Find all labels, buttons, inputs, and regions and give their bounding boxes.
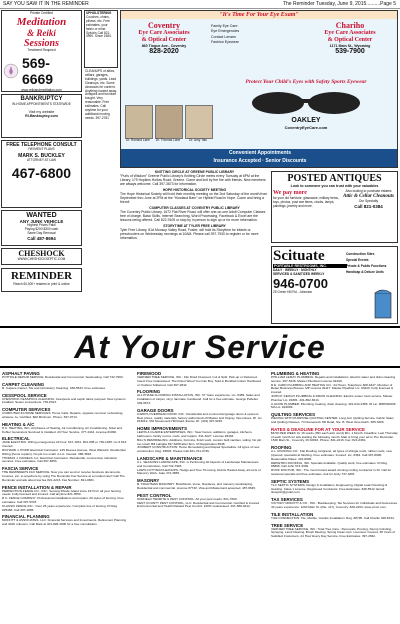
entry: RICHARD J. POZZI Electrical Contractor: 125 Reeves Avenue, West Warwick. Residential Wiring (home repairs). No job too small. A-Lic. Insured. 368-3693. bbox=[2, 447, 126, 456]
category-title: HEATING & A/C bbox=[2, 421, 35, 427]
notice-title: KNITTING CIRCLE AT GREENE PUBLIC LIBRARY bbox=[154, 170, 235, 174]
consult-ad bbox=[1, 140, 82, 208]
consult-role: ATTORNEY AT LAW bbox=[26, 157, 57, 162]
upholstering-title: UPHOLSTERING bbox=[86, 11, 112, 15]
eyecare-left-name3: & Optical Center bbox=[141, 37, 187, 43]
category-block bbox=[137, 478, 264, 491]
entry: R. Capece Carpet, Tile and Upholstery Cleaning. 338-5533. Free estimates. bbox=[2, 385, 106, 390]
reminder-caption: Reach 60,000+ readers in print & online bbox=[13, 282, 70, 286]
category-title: QUILTING SERVICES bbox=[271, 412, 315, 418]
doctor-name: Dr. Amy Talk bbox=[189, 138, 207, 143]
wanted-ad bbox=[1, 210, 82, 246]
category-block bbox=[271, 512, 398, 521]
category-title: COMPUTER SERVICES bbox=[2, 407, 51, 413]
scituate-line: DAILY · WEEKLY · MONTHLY bbox=[273, 268, 317, 273]
upholstering-ad bbox=[84, 10, 118, 68]
entry: PERFECTION FENCE CO., INC.: Serving Rhode Island since 1973 for all your fencing needs. Fully licensed and insured. Call anytime 821-3550. bbox=[2, 488, 121, 497]
reminder-ad bbox=[1, 268, 82, 292]
category-title: TAX SERVICES bbox=[271, 497, 303, 503]
entry: R.E. CARD PLUMBING AND HEATING CO.: 24 Hours. Telephone 828-6427. Member of Better Business Bureau. MP License #1117. Master Pipefitter Lic. #3420. Fully licensed & insured. bbox=[271, 382, 394, 395]
entry: VERNIER TREE SERVICE, INC.: Total Tree Care - Removals, Pruning, Stump Grinding, Spraying, Land Clearing, Brush Mowing. Spring Clean-Ups. Licensed. Insured. 38 Years of Satisfied Customers. 24 Hour Every Day Service. Free Estimates. 397-2842. bbox=[271, 526, 395, 539]
antiques-ad bbox=[271, 171, 398, 243]
bankruptcy-ad bbox=[1, 94, 82, 138]
category-title: MASONRY bbox=[137, 478, 160, 484]
consult-title: FREE TELEPHONE CONSULT bbox=[6, 142, 77, 148]
entry: A.L. SEASONS LANDSCAPE, INC. is Performing All Aspects of Landscape Maintenance and Construction. Call 732-7993. bbox=[137, 459, 259, 468]
eyecare-footer2: Insurance Accepted · Senior Discounts bbox=[213, 158, 307, 164]
upholstering-text: Couches, chairs, pillows, etc. Free estimates, your fabric or mine. Sylvia's Call 821-4990. Since 1984. bbox=[86, 14, 112, 39]
category-block bbox=[2, 436, 129, 464]
cheshock-ad bbox=[1, 248, 82, 265]
entry: CARR'S OVERHEAD DOOR, INC.: Residential and commercial garage doors & openers. Best prices, quality materials, factory authorized Lift Master and Clopay. Open Eves. RI. Lic. #13012. 332 Nooseneck Hill Road, Exeter, RI. (401) 397-9015. bbox=[137, 411, 263, 424]
entry: DEPIETRO ROOFING, INC. Specials Available. Quality work, free estimates. RI Reg. #5899. Call John 573-3336. bbox=[271, 460, 388, 469]
notice-storytime bbox=[120, 224, 269, 240]
notice-text: "Purls of Wisdom" Greene Public Library's Knitting Circle meets every Tuesday at 6PM at the Library, 179 Hopkins Hollow Road, Greene. Come and knit by the fire with friends. New members are always welcome. Call 397-3873 for information. bbox=[120, 174, 266, 186]
category-block bbox=[2, 382, 129, 391]
category-block bbox=[2, 407, 129, 420]
entry: TLC SEPTIC SYSTEMS: Design & Installation. Engineering, Digital Leak Checking & Grading. Class 1 License. Registered Contractor. Free Estimates. 828-5512. Email: tlcseptic@gmail.com. bbox=[271, 482, 388, 495]
bankruptcy-title: BANKRUPTCY bbox=[20, 96, 63, 102]
doctor-photo bbox=[185, 105, 211, 143]
entry: JOUBERT CONSTRUCTION: Home Remodeling and Repair Specialists. All types of new construction. Reg. #3803. Please Call 401-741-0746. bbox=[137, 445, 260, 454]
category-block bbox=[137, 408, 264, 424]
wanted-line1: Highest Prices Paid! bbox=[27, 223, 56, 227]
entry: ROOF DOCTOR, INC.: The most trusted award winning roofing contractor in RI. Call for seasonal specials and free estimates. Ask for Andy 737-1881. bbox=[271, 468, 392, 476]
eyecare-brand: OAKLEY bbox=[291, 116, 321, 124]
antiques-side3: Our Specialty bbox=[358, 199, 379, 204]
entry: JADE ELECTRIC: Wiring emergencies 24 hour. 647-1031. RI/L 808 or 736-1935. Lic # 813. Insured. bbox=[2, 440, 128, 449]
eyecare-left-addr: 860 Tiogue Ave., Coventry bbox=[141, 44, 187, 48]
eyecare-protect: Protect Your Child's Eyes with Safety Sports Eyewear bbox=[245, 79, 367, 85]
category-title: TILE INSTALLATION bbox=[271, 511, 314, 517]
entry: PHILLIAM LEMAY PLUMBING: Repairs and installations. Electric water and drain cleaning service. 397-5446. Master Plumbers License #1299. bbox=[271, 375, 396, 383]
entry: KENT COUNTY PEST CONTROL, LLC: Residential and Commercial. Certified & Insured. Environmental and Health Related Pest Control. 100% Guaranteed. 401-588-0212. bbox=[137, 500, 260, 509]
entry: H.K. HEATING, INC. All phases of Heating, Air Conditioning, Air Conditioning. Solar and Kohler Generators Serviced & Installed. 24 Hour Service. 377-4444. License #1090. bbox=[2, 425, 122, 434]
category-title: ASPHALT PAVING bbox=[2, 371, 40, 376]
service-column bbox=[137, 369, 264, 623]
notice-title: COMPUTER CLASSES AT COVENTRY PUBLIC LIBRARY bbox=[149, 206, 240, 210]
notice-text: Tyler Free Library, 81A Moosup Valley Road, Foster, will hold its Storytime for infants or preschoolers on Wednesday mornings at 10AM. Please call 397-7930 to register or for more information. bbox=[120, 228, 259, 240]
category-title: TREE SERVICE bbox=[271, 522, 304, 528]
scituate-phone: 946-0700 bbox=[273, 276, 328, 292]
notice-text: The Coventry Public Library, 1672 Flat River Road, will offer one-on-one Adult Computer Classes free of charge. Basic Skills, Internet Searching, Word Processing, Facebook & Excel are the lessons being offered. Call 822-9105 or stop by in person to sign up or for more information. bbox=[120, 210, 266, 222]
bankruptcy-url[interactable]: RI-Bankruptcy.com bbox=[25, 114, 58, 119]
eyecare-right-name2: Eye Care Associates bbox=[324, 30, 376, 36]
eyecare-service: Eye Emergencies bbox=[211, 29, 240, 34]
bankruptcy-text: Visit my website bbox=[28, 109, 55, 114]
photo-placeholder bbox=[185, 105, 213, 139]
notice-text: The Hope Historical Society will hold their monthly meeting on the 2nd Saturday of the month from September thru June at 2PM at the "Howland Barn" on Hyfield Road in Hope. Come and bring a friend! bbox=[120, 192, 268, 204]
wanted-sub: ANY JUNK VEHICLE bbox=[19, 219, 64, 224]
notice-hope bbox=[120, 188, 269, 204]
eyecare-right-name3: & Optical Center bbox=[327, 37, 373, 43]
service-banner bbox=[0, 326, 400, 368]
entry: COMPUTER IN-HOME SERVICES: Home Calls. Repairs, spyware removal, networking, wireless. A+ Certified. $20 Minimum. Phone: 397-0713. bbox=[2, 411, 124, 419]
category-title: FINANCIAL PLANNING bbox=[2, 514, 50, 520]
category-block bbox=[271, 412, 398, 425]
entry: B. TRAUTMAN MASONRY: Brick/block, stone, fireplaces, and masonry landscaping. Residential and commercial. License #7740. Visa and Mastercard accepted. 487-8645. bbox=[137, 482, 256, 490]
entry: LAWN CUTTING/CLEANUPS, Hedge and Tree Trimming. Debris Hauled Away, all sorts of Masonry Work. Jake 374-3865. bbox=[137, 467, 261, 476]
entry: TILE CONNECTION: Tile, Marble, Granite Installation. Reg. #8795. Call Charlie 338-8134. bbox=[271, 515, 395, 520]
category-title: FLOORING bbox=[137, 389, 161, 395]
category-title: LANDSCAPE & MAINTENANCE bbox=[137, 455, 203, 461]
meditation-sessions: Sessions bbox=[23, 37, 59, 49]
wanted-title: WANTED bbox=[26, 212, 57, 219]
category-title: FENCE INSTALLATION & REPAIR bbox=[2, 484, 72, 490]
sunglasses-icon bbox=[246, 89, 366, 117]
scituate-name: Scituate bbox=[273, 248, 325, 264]
entry: BILL'S REMODELING: Additions, Formica, finish work, custom built vanities, siding. No job too small. Bill Lahiglia 397-6258 after 5pm. RI Registration #648. bbox=[137, 437, 262, 446]
category-block bbox=[2, 393, 129, 406]
photo-placeholder bbox=[155, 105, 183, 139]
doctor-photo bbox=[125, 105, 151, 143]
eyecare-right-phone: 539-7900 bbox=[335, 48, 365, 56]
wanted-phone: Call 487-8694 bbox=[27, 235, 56, 241]
header-right: The Reminder Tuesday, June 9, 2015..........Page 5 bbox=[282, 1, 396, 7]
antiques-pay: We pay more bbox=[273, 190, 307, 197]
doctor-name: Dr. Richard Lane bbox=[126, 138, 150, 143]
photo-placeholder bbox=[125, 105, 153, 139]
entry: JOHN P. KEOGH PLUMBING & DRAIN CLEANING: Electric sewer roots service. Master Plumber Lic. #1881. 401-862-6613. bbox=[271, 393, 393, 402]
scituate-addr: 25 Green Hill Rd., Johnston bbox=[273, 290, 313, 295]
entry: A GOOD PLUMBER: Plumbing, heating, drain cleaning. 401-644-2385. RI Lic. #MP000206. MA Lic. #24009. bbox=[271, 401, 397, 410]
category-title: PLUMBING & HEATING bbox=[271, 371, 320, 376]
antiques-phone: Call 821-0384 bbox=[354, 204, 383, 210]
entry: WINFIELD TERMITE & PEST CONTROL: All your pest needs. 821-7600. bbox=[137, 496, 238, 501]
category-block bbox=[137, 426, 264, 454]
consult-name: MARK S. BUCKLEY bbox=[18, 152, 65, 159]
entry: $6.50 PER WEEK for 16 words (35¢ each add. word) Min. 1 Month. Deadline: Last Thursday of each month for ads starting the following month. Mail or bring your ad to The Reminder, 1546 Main St., Coventry, RI 02816. Phone: 821-2216. Fax: 821-0381. bbox=[271, 430, 398, 443]
entry: MOFFITT & ASSOCIATES, LLC: Financial Services and Investments. Retirement Planning and 401K rollovers. Call Mark at 401-828-4900 for a free consultation. bbox=[2, 518, 127, 527]
service-column bbox=[2, 369, 129, 623]
category-block bbox=[271, 445, 398, 477]
portable-toilet-icon bbox=[373, 289, 393, 319]
entry: CLASSIC FENCE INC.: Over 25 years experience. Complete line of fencing. RI Reg. #25486. Call 397-1885. bbox=[2, 503, 118, 512]
category-block bbox=[2, 371, 129, 380]
entry: VERNIER TREE SERVICE, INC.: Kiln Dried Firewood. Cut & Split. Pick-up or Delivered. Insect Free Guaranteed. The Driest Wood You Can Buy. Sold in Bundled Indoor Hardwood or Outdoor Softwood. Call 397-2842. bbox=[137, 375, 261, 387]
category-block bbox=[271, 371, 398, 410]
scituate-sub: PORTABLE RESTROOMS, INC. bbox=[273, 264, 347, 268]
category-title: HOME IMPROVEMENTS bbox=[137, 426, 188, 432]
scituate-ad bbox=[271, 246, 398, 324]
category-block bbox=[137, 493, 264, 509]
entry: VICTORY MOFFITT & CO., INC.: Bookkeeping, Tax Services for Individuals and businesses, 40 years experience. 1260 Main St. (Rte. 117), Coventry. 828-2153. www.vmcri.com. bbox=[271, 501, 398, 509]
category-title: PEST CONTROL bbox=[137, 492, 172, 498]
scituate-feature: Special Events bbox=[346, 257, 369, 262]
antiques-side1: Also looking to purchase estates bbox=[345, 189, 392, 194]
meditation-footer: www.reikiandmeditation.com bbox=[21, 87, 62, 92]
consult-phone: 467-6800 bbox=[11, 164, 72, 181]
category-block bbox=[271, 497, 398, 510]
service-title: At Your Service bbox=[74, 329, 326, 365]
eyecare-site[interactable]: CoventryEyeCare.com bbox=[284, 124, 328, 130]
meditation-ad bbox=[1, 10, 82, 92]
eyecare-service: Family Eye Care bbox=[211, 24, 238, 28]
meditation-amp: & Reiki bbox=[27, 27, 56, 38]
doctor-photo bbox=[155, 105, 181, 143]
meditation-phone: 569-6669 bbox=[21, 54, 54, 87]
scituate-feature: Private & Public Functions bbox=[346, 263, 387, 268]
header-left: SAY YOU SAW IT IN THE REMINDER bbox=[3, 1, 89, 7]
scituate-feature: Construction Sites bbox=[346, 252, 375, 256]
eyecare-right-addr: 1171 Main St., Wyoming bbox=[329, 44, 371, 48]
entry: THE REMINDER'S FAX SERVICE. Now you can send or receive business documents, invoices, etc. to anywhere by using The Reminder Fax Service at a modest rate!! Call The Reminder and ask about low fee 821-2216. Fax Number: 821-0381. bbox=[2, 470, 125, 482]
eyecare-service: Contact Lenses bbox=[211, 34, 236, 39]
cheshock-title: CHESHOCK bbox=[18, 249, 65, 258]
eyecare-left-name: Coventry bbox=[148, 21, 180, 30]
entry: THOMAS J. DANIELS, Inc. Electrical Contractor. Residential, commercial, industrial services. Free estimates. Call 397-6853. bbox=[2, 455, 117, 464]
entry: R.C. FENCE COMPANY: Professional installations and repairs. All styles of fencing. Free estimates. Call 397-5378. bbox=[2, 496, 124, 504]
meditation-line2: Treatment Required bbox=[27, 47, 56, 52]
eyecare-ad bbox=[120, 10, 398, 168]
scituate-service: SERVICED & SANITIZED WEEKLY bbox=[273, 272, 325, 277]
cleanups-ad bbox=[84, 69, 118, 169]
antiques-sub: Look to someone you can trust with your valuables bbox=[290, 184, 379, 188]
eyecare-footer: Convenient Appointments bbox=[228, 150, 292, 156]
notice-computer bbox=[120, 206, 269, 222]
meditation-title: Meditation bbox=[16, 15, 67, 28]
category-block bbox=[137, 371, 264, 387]
service-column bbox=[271, 369, 398, 623]
notice-title: HOPE HISTORICAL SOCIETY MEETING bbox=[162, 188, 227, 192]
category-block bbox=[137, 456, 264, 476]
entry: ALL PHASE FLOORING INSTALLATION, INC. 37 Years experience. Lic. 8489. Sales and installation of carpet, vinyl, laminate, hardwood. Call for a free estimate. George Pelletier. 339-6673. bbox=[137, 393, 260, 405]
notice-knitting bbox=[120, 170, 269, 186]
page-header bbox=[0, 0, 400, 9]
cheshock-url[interactable]: WWW.CHESHOCKSEPTIC.COM bbox=[17, 257, 66, 261]
antiques-list: for your old furniture, glassware, military items, toys, photos, post war items, clocks, lamps, paintings, jewelry and more. bbox=[273, 196, 339, 209]
scituate-feature: Handicap & Deluxe Units bbox=[346, 269, 384, 274]
category-title: CARPET CLEANING bbox=[2, 381, 45, 387]
eyecare-right-name: Chariho bbox=[335, 21, 365, 30]
cleanups-text: CLEANUPS of attics, cellars, garages, buildings, yards. Lead Cleanups, etc. Some cleanouts for content. Anything hauled away. Antiques and furniture bought. Very reasonable. Free estimates. Call anytime for your additional moving needs. 397-2781 bbox=[85, 69, 117, 120]
category-block bbox=[137, 389, 264, 405]
wanted-line3: Same Day Removal bbox=[27, 230, 56, 235]
antiques-side2: Attic & Cellar Cleanouts bbox=[343, 194, 394, 200]
category-block bbox=[271, 523, 398, 539]
eyecare-left-phone: 828-2020 bbox=[149, 48, 179, 56]
category-title: GARAGE DOORS bbox=[137, 407, 174, 413]
category-title: CESSPOOL SERVICE bbox=[2, 392, 47, 398]
entry: LEWIS & CLARKE ENTERPRISES, INC.: New homes, additions, garages, kitchens, bathrooms, family rooms, roofs, and repairs. 341-3227. License #3494. bbox=[137, 430, 253, 438]
eyecare-left-name2: Eye Care Associates bbox=[138, 30, 190, 36]
antiques-title: POSTED ANTIQUES bbox=[287, 173, 382, 184]
consult-sub: PAYMENT PLANS bbox=[28, 147, 55, 151]
entry: POTHOLE REPAIR SERVICE: Residential and Commercial. Sealcoating. Call 732-7993. bbox=[2, 375, 124, 379]
notice-title: STORYTIME AT TYLER FREE LIBRARY bbox=[163, 224, 226, 228]
category-title: ROOFING bbox=[271, 445, 292, 451]
category-title: ELECTRICAL bbox=[2, 436, 30, 442]
meditation-line1: Private Certified bbox=[30, 11, 53, 15]
bankruptcy-sub: IN-HOME APPOINTMENTS STATEWIDE bbox=[12, 102, 71, 106]
category-block bbox=[271, 479, 398, 495]
category-title: RATES & DEADLINE FOR AT YOUR SERVICE bbox=[271, 426, 365, 432]
category-block bbox=[2, 514, 129, 527]
wanted-line2: Paying $200-$300 cash bbox=[24, 226, 59, 231]
doctor-name: Dr. Thomas Lane bbox=[155, 138, 181, 143]
entry: PIECING WITH PURPOSE QUILTING CENTER: Long Arm Quilting Service. Fabric Sales and Quilting Classes. 74 Nooseneck Hill Road, Ste. B. West Greenwich. 385-3306. bbox=[271, 416, 394, 424]
category-block bbox=[2, 422, 129, 435]
category-title: FIREWOOD bbox=[137, 371, 162, 376]
eyecare-banner: "It's Time For Your Eye Exam" bbox=[121, 11, 397, 19]
eyecare-service: Fashion Eyewear bbox=[211, 39, 239, 44]
category-title: FASCIA SERVICE bbox=[2, 466, 39, 472]
reminder-logo: REMINDER bbox=[10, 270, 73, 282]
category-block bbox=[2, 485, 129, 513]
lotus-icon bbox=[2, 63, 20, 79]
entry: A.L. ROOFING CO.: Flat Roofing, tar/gravel, all types of shingle roofs, rubber roofs, new plywood, specialist at flashing. Free estimates. Insured. Lic. #394. Call 397-8900. Reasonable Rates. 401-8006. bbox=[271, 449, 392, 461]
category-block bbox=[2, 466, 129, 482]
category-title: SEPTIC SYSTEMS bbox=[271, 478, 310, 484]
library-notices bbox=[120, 170, 269, 300]
entry: CHESHOCK CESSPOOL CLEANING: Cesspools and septic tanks pumped. New systems installed. Sewer connections. 736-8313. bbox=[2, 396, 126, 405]
category-block bbox=[271, 427, 398, 443]
